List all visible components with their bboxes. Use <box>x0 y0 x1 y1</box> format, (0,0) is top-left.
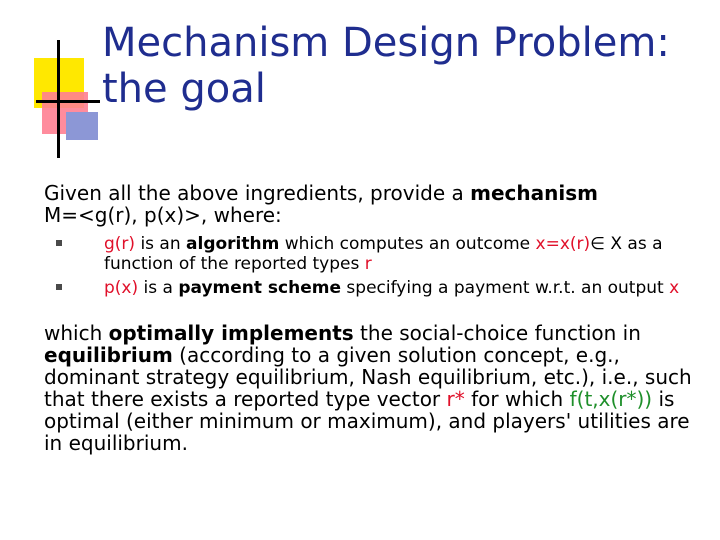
conclusion-text: is optimal (either minimum or maximum), and players' utilities are in equilibrium. <box>44 387 690 455</box>
bullet-text: is an <box>135 234 187 254</box>
conclusion-paragraph <box>44 322 704 454</box>
mechanism-definition: M=<g(r), p(x)>, where: <box>44 203 282 227</box>
bullet-list <box>56 234 696 302</box>
bullet-expr: x=x(r) <box>535 234 591 254</box>
conclusion-bold: equilibrium <box>44 343 173 367</box>
bullet-text: ∈ X as a function of the reported types <box>104 234 663 274</box>
bullet-text: specifying a payment w.r.t. an output <box>341 278 670 298</box>
conclusion-text: which <box>44 321 109 345</box>
decor-blue-square <box>66 112 98 140</box>
bullet-var: x <box>669 278 680 298</box>
bullet-item-payment <box>56 278 696 298</box>
conclusion-rstar: r* <box>446 387 465 411</box>
bullet-bold: payment scheme <box>178 278 342 298</box>
bullet-square-icon <box>56 240 62 246</box>
slide-title <box>102 20 670 112</box>
conclusion-text: (according to a given solution concept, e.g., dominant strategy equilibrium, Nash equilibrium, etc.), i.e., such that there exists a reported type vector <box>44 343 692 411</box>
decor-vertical-line <box>57 40 60 158</box>
mechanism-word: mechanism <box>470 181 598 205</box>
bullet-var: p(x) <box>104 278 139 298</box>
title-line-2: the goal <box>102 66 266 112</box>
intro-paragraph <box>44 182 704 226</box>
bullet-square-icon <box>56 284 62 290</box>
intro-text: Given all the above ingredients, provide a <box>44 181 471 205</box>
title-line-1: Mechanism Design Problem: <box>102 20 670 66</box>
bullet-item-algorithm <box>56 234 696 274</box>
bullet-text: is a <box>138 278 179 298</box>
bullet-var: r <box>364 254 372 274</box>
bullet-var: g(r) <box>104 234 136 254</box>
decor-horizontal-line <box>36 100 100 103</box>
conclusion-fexpr: f(t,x(r*)) <box>569 387 653 411</box>
conclusion-bold: optimally implements <box>108 321 354 345</box>
bullet-bold: algorithm <box>186 234 280 254</box>
conclusion-text: for which <box>464 387 570 411</box>
conclusion-text: the social-choice function in <box>353 321 641 345</box>
bullet-text: which computes an outcome <box>279 234 536 254</box>
